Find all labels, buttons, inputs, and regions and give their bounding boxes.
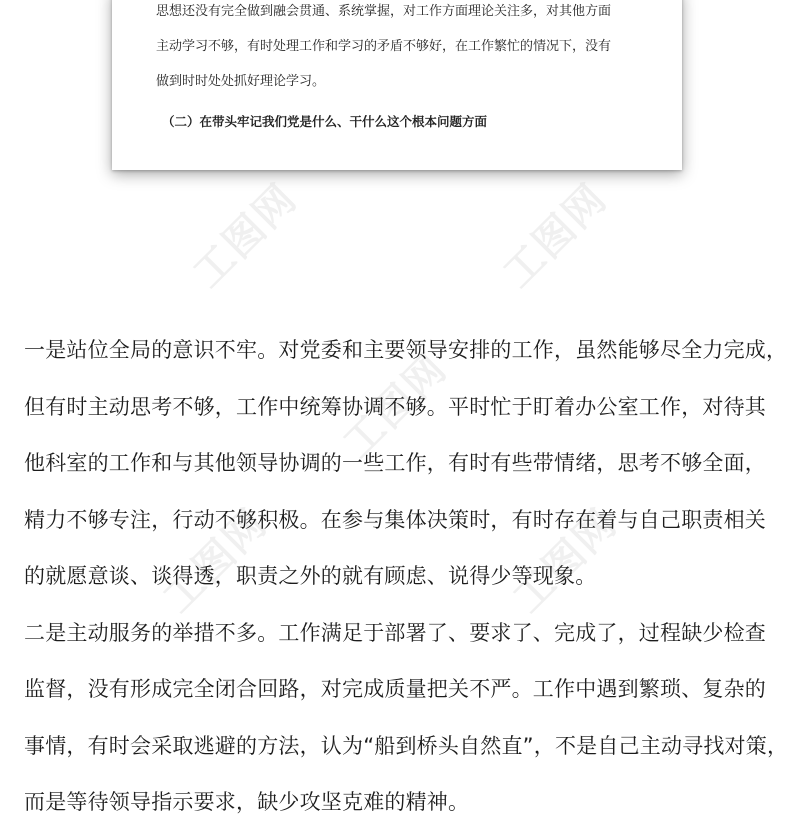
body-line: 精力不够专注，行动不够积极。在参与集体决策时，有时存在着与自己职责相关 (24, 507, 766, 532)
body-line: 的就愿意谈、谈得透，职责之外的就有顾虑、说得少等现象。 (24, 564, 597, 588)
watermark-logo: 工图网 (494, 175, 617, 297)
preview-line-3: 做到时时处处抓好理论学习。 (156, 74, 326, 89)
body-line: 但有时主动思考不够，工作中统筹协调不够。平时忙于盯着办公室工作，对待其 (24, 394, 766, 419)
watermark-logo: 工图网 (334, 345, 457, 467)
document-preview-card (112, 0, 682, 170)
body-line: 而是等待领导指示要求，缺少攻坚克难的精神。 (24, 790, 470, 814)
body-line: 一是站位全局的意识不牢。对党委和主要领导安排的工作，虽然能够尽全力完成， (24, 338, 788, 362)
body-text (24, 322, 789, 831)
preview-line-2: 主动学习不够，有时处理工作和学习的矛盾不够好，在工作繁忙的情况下，没有 (156, 39, 612, 54)
preview-line-1: 思想还没有完全做到融会贯通、系统掌握，对工作方面理论关注多，对其他方面 (156, 4, 612, 19)
preview-section-heading: （二）在带头牢记我们党是什么、干什么这个根本问题方面 (162, 114, 488, 129)
watermark-logo: 工图网 (504, 500, 627, 622)
watermark-logo: 工图网 (184, 175, 307, 297)
body-line: 二是主动服务的举措不多。工作满足于部署了、要求了、完成了，过程缺少检查 (24, 620, 766, 645)
body-line: 监督，没有形成完全闭合回路，对完成质量把关不严。工作中遇到繁琐、复杂的 (24, 677, 766, 701)
body-line: 他科室的工作和与其他领导协调的一些工作，有时有些带情绪，思考不够全面， (24, 451, 766, 475)
watermark-logo: 工图网 (154, 500, 277, 622)
body-line: 事情，有时会采取逃避的方法，认为“船到桥头自然直”，不是自己主动寻找对策， (24, 733, 789, 758)
